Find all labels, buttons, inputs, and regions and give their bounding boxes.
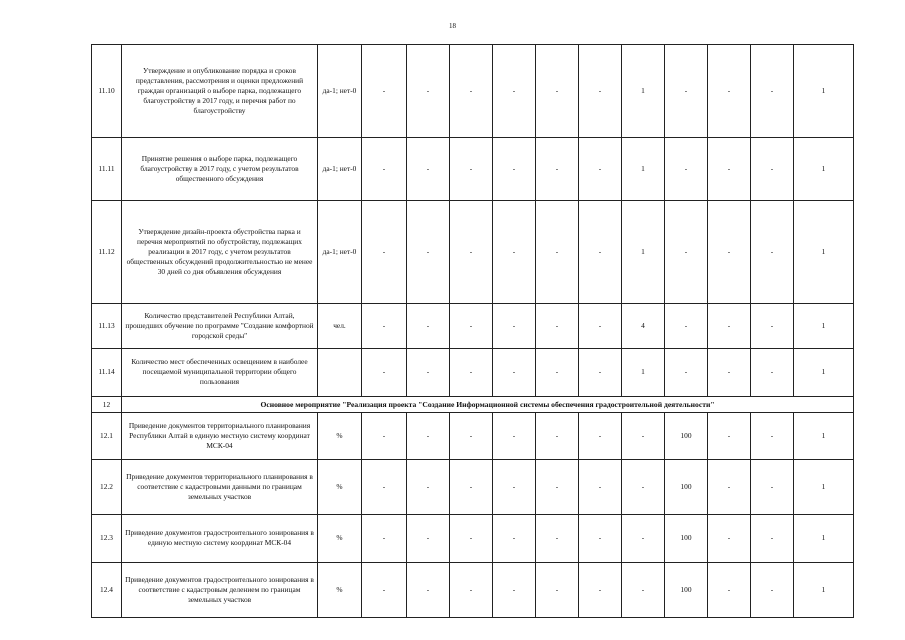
row-value: -: [708, 304, 751, 349]
row-value: -: [751, 514, 794, 563]
row-value: -: [708, 563, 751, 618]
row-description: Приведение документов территориального планирования Республики Алтай в единую местную систему координат МСК-04: [122, 413, 318, 460]
row-value: -: [536, 460, 579, 515]
row-value: -: [407, 413, 450, 460]
row-value: -: [665, 138, 708, 201]
row-value: -: [536, 514, 579, 563]
row-number: 12.4: [92, 563, 122, 618]
row-value: -: [579, 563, 622, 618]
row-value: -: [536, 413, 579, 460]
row-value: 1: [794, 138, 854, 201]
row-value: -: [362, 200, 407, 303]
row-value: 1: [794, 563, 854, 618]
row-value: -: [579, 514, 622, 563]
row-number: 11.10: [92, 45, 122, 138]
row-value: -: [708, 460, 751, 515]
row-value: -: [450, 413, 493, 460]
row-value: -: [665, 348, 708, 397]
row-value: -: [622, 460, 665, 515]
row-value: -: [450, 460, 493, 515]
row-unit: чел.: [318, 304, 362, 349]
row-value: 1: [794, 514, 854, 563]
row-value: -: [751, 200, 794, 303]
table-row: [92, 138, 854, 201]
row-value: -: [407, 200, 450, 303]
row-value: -: [362, 304, 407, 349]
section-number: 12: [92, 397, 122, 413]
row-value: -: [536, 200, 579, 303]
row-value: -: [708, 45, 751, 138]
row-value: -: [622, 413, 665, 460]
section-title: Основное мероприятие "Реализация проекта "Создание Информационной системы обеспечения градостроительной деятельности": [122, 397, 854, 413]
row-value: -: [665, 200, 708, 303]
row-value: -: [751, 563, 794, 618]
row-value: -: [536, 138, 579, 201]
row-value: 100: [665, 413, 708, 460]
row-value: -: [751, 45, 794, 138]
row-description: Количество мест обеспеченных освещением в наиболее посещаемой муниципальной территории общего пользования: [122, 348, 318, 397]
row-value: 4: [622, 304, 665, 349]
row-value: 100: [665, 460, 708, 515]
row-description: Принятие решения о выборе парка, подлежащего благоустройству в 2017 году, с учетом результатов общественного обсуждения: [122, 138, 318, 201]
row-value: 1: [794, 200, 854, 303]
row-value: 1: [794, 348, 854, 397]
row-value: -: [362, 45, 407, 138]
row-value: -: [622, 563, 665, 618]
row-value: -: [708, 138, 751, 201]
row-value: -: [579, 138, 622, 201]
row-value: -: [493, 460, 536, 515]
row-value: -: [362, 138, 407, 201]
row-value: -: [450, 514, 493, 563]
row-description: Утверждение и опубликование порядка и сроков представления, рассмотрения и оценки предложений граждан организаций о выборе парка, подлежащего благоустройству в 2017 году, и перечня работ по благоустройству: [122, 45, 318, 138]
row-number: 12.1: [92, 413, 122, 460]
row-value: -: [493, 348, 536, 397]
section-row: [92, 397, 854, 413]
row-unit: %: [318, 460, 362, 515]
row-value: -: [665, 45, 708, 138]
row-value: -: [493, 413, 536, 460]
row-value: -: [407, 348, 450, 397]
row-value: -: [708, 348, 751, 397]
row-unit: да-1; нет-0: [318, 200, 362, 303]
row-unit: [318, 348, 362, 397]
row-number: 11.14: [92, 348, 122, 397]
row-value: -: [708, 200, 751, 303]
row-value: -: [493, 200, 536, 303]
table-row: [92, 304, 854, 349]
row-value: -: [450, 45, 493, 138]
row-value: -: [579, 460, 622, 515]
table-row: [92, 413, 854, 460]
row-value: -: [579, 348, 622, 397]
row-number: 11.11: [92, 138, 122, 201]
table-row: [92, 348, 854, 397]
row-value: -: [493, 45, 536, 138]
row-value: -: [362, 460, 407, 515]
row-value: -: [407, 514, 450, 563]
row-number: 12.2: [92, 460, 122, 515]
table-row: [92, 563, 854, 618]
page-number: 18: [449, 22, 456, 30]
row-value: -: [450, 200, 493, 303]
row-value: -: [407, 563, 450, 618]
row-value: -: [665, 304, 708, 349]
row-description: Утверждение дизайн-проекта обустройства парка и перечня мероприятий по обустройству, подлежащих реализации в 2017 году, с учетом результатов общественных обсуждений продолжительностью не менее 30 дней со дня объявления обсуждения: [122, 200, 318, 303]
row-value: -: [579, 200, 622, 303]
row-unit: да-1; нет-0: [318, 45, 362, 138]
indicators-table: [91, 44, 854, 618]
row-value: 100: [665, 563, 708, 618]
row-number: 11.13: [92, 304, 122, 349]
row-value: -: [579, 304, 622, 349]
row-value: 1: [794, 304, 854, 349]
row-value: -: [751, 460, 794, 515]
row-value: -: [450, 563, 493, 618]
row-value: 100: [665, 514, 708, 563]
row-unit: %: [318, 563, 362, 618]
row-description: Приведение документов градостроительного зонирования в единую местную систему координат МСК-04: [122, 514, 318, 563]
row-value: -: [362, 413, 407, 460]
row-value: -: [622, 514, 665, 563]
row-value: -: [751, 348, 794, 397]
row-value: -: [493, 304, 536, 349]
row-value: -: [407, 45, 450, 138]
row-value: -: [362, 563, 407, 618]
row-value: -: [493, 514, 536, 563]
row-value: -: [751, 413, 794, 460]
row-value: -: [751, 304, 794, 349]
row-value: 1: [794, 413, 854, 460]
row-value: -: [493, 138, 536, 201]
row-value: 1: [622, 200, 665, 303]
table-row: [92, 200, 854, 303]
row-value: 1: [794, 45, 854, 138]
table-row: [92, 460, 854, 515]
row-unit: %: [318, 514, 362, 563]
row-value: -: [407, 304, 450, 349]
row-description: Приведение документов градостроительного зонирования в соответствие с кадастровым делением по границам земельных участков: [122, 563, 318, 618]
row-description: Количество представителей Республики Алтай, прошедших обучение по программе "Создание комфортной городской среды": [122, 304, 318, 349]
row-value: -: [751, 138, 794, 201]
row-value: -: [536, 563, 579, 618]
row-value: -: [407, 138, 450, 201]
row-value: -: [450, 348, 493, 397]
table-row: [92, 45, 854, 138]
row-value: -: [407, 460, 450, 515]
row-value: -: [493, 563, 536, 618]
row-number: 11.12: [92, 200, 122, 303]
row-unit: %: [318, 413, 362, 460]
table-row: [92, 514, 854, 563]
row-value: -: [362, 514, 407, 563]
row-value: -: [579, 413, 622, 460]
row-value: -: [362, 348, 407, 397]
row-value: 1: [794, 460, 854, 515]
row-value: 1: [622, 348, 665, 397]
row-description: Приведение документов территориального планирования в соответствие с кадастровыми данными по границам земельных участков: [122, 460, 318, 515]
row-value: -: [708, 514, 751, 563]
row-unit: да-1; нет-0: [318, 138, 362, 201]
row-value: -: [708, 413, 751, 460]
row-value: -: [450, 138, 493, 201]
row-value: -: [536, 45, 579, 138]
row-number: 12.3: [92, 514, 122, 563]
row-value: -: [450, 304, 493, 349]
row-value: -: [536, 348, 579, 397]
row-value: 1: [622, 45, 665, 138]
row-value: 1: [622, 138, 665, 201]
row-value: -: [536, 304, 579, 349]
row-value: -: [579, 45, 622, 138]
